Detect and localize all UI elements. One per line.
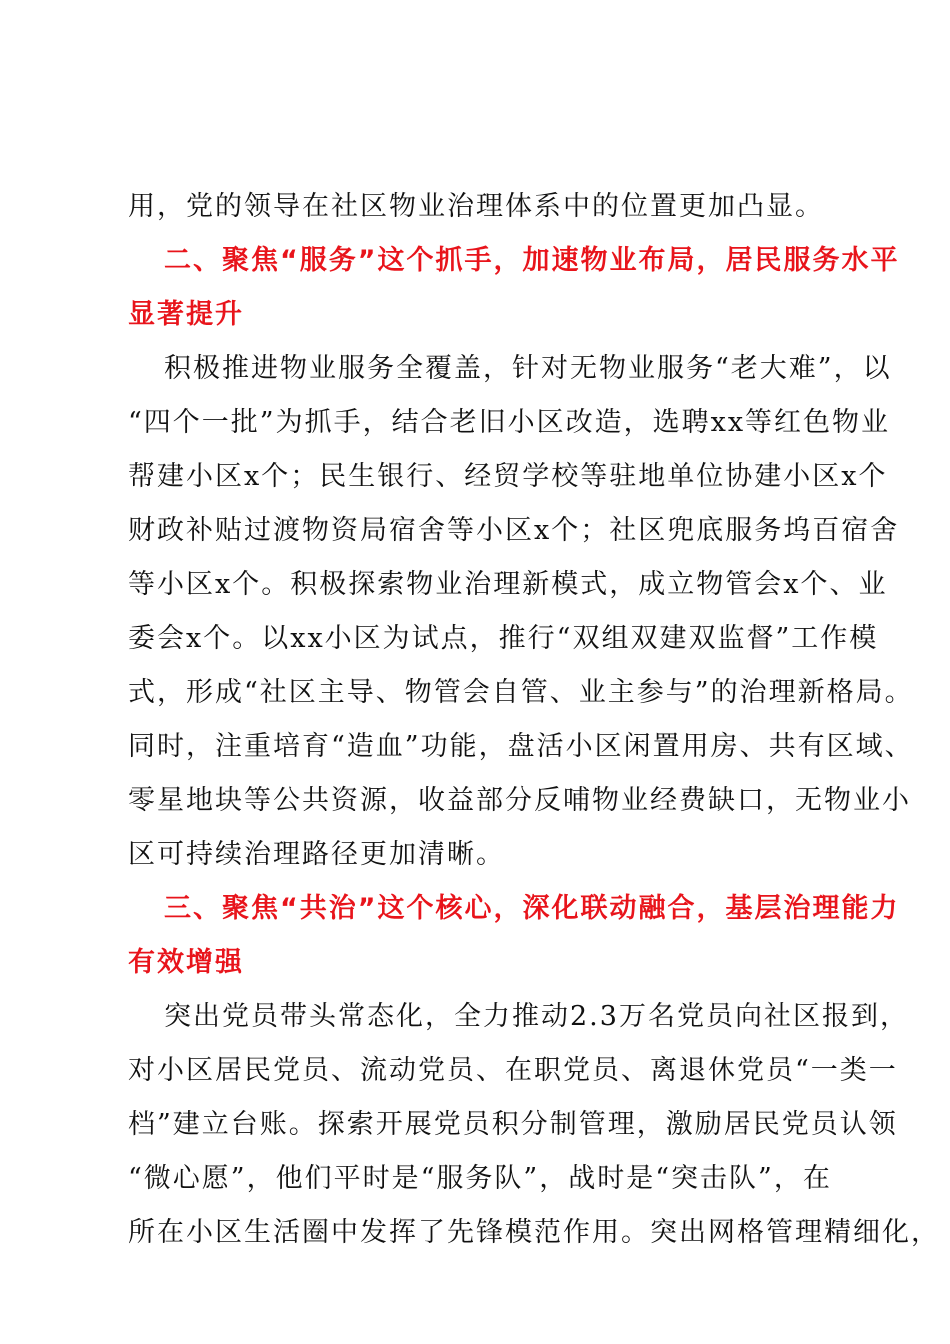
text-line: “微心愿”，他们平时是“服务队”，战时是“突击队”，在 <box>128 1163 832 1194</box>
text-line: 档”建立台账。探索开展党员积分制管理，激励居民党员认领 <box>128 1109 898 1140</box>
text-line: 零星地块等公共资源，收益部分反哺物业经费缺口，无物业小 <box>128 785 911 816</box>
text-line: 委会x个。以xx小区为试点，推行“双组双建双监督”工作模 <box>128 623 879 654</box>
text-line: 对小区居民党员、流动党员、在职党员、离退休党员“一类一 <box>128 1055 898 1086</box>
section-heading-three <box>128 882 900 990</box>
paragraph-intro-tail <box>128 180 832 234</box>
heading-line: 有效增强 <box>128 947 244 978</box>
text-line: 积极推进物业服务全覆盖，针对无物业服务“老大难”，以 <box>164 353 892 384</box>
text-line: “四个一批”为抓手，结合老旧小区改造，选聘xx等红色物业 <box>128 407 891 438</box>
paragraph-service <box>128 342 914 882</box>
text-line: 用，党的领导在社区物业治理体系中的位置更加凸显。 <box>128 191 824 222</box>
text-line: 等小区x个。积极探索物业治理新模式，成立物管会x个、业 <box>128 569 888 600</box>
heading-line: 显著提升 <box>128 299 244 330</box>
text-line: 财政补贴过渡物资局宿舍等小区x个；社区兜底服务坞百宿舍 <box>128 515 900 546</box>
text-line: 同时，注重培育“造血”功能，盘活小区闲置用房、共有区域、 <box>128 731 914 762</box>
heading-line: 二、聚焦“服务”这个抓手，加速物业布局，居民服务水平 <box>164 245 900 276</box>
text-line: 帮建小区x个；民生银行、经贸学校等驻地单位协建小区x个 <box>128 461 888 492</box>
text-line: 突出党员带头常态化，全力推动2.3万名党员向社区报到， <box>164 1001 909 1032</box>
text-line: 式，形成“社区主导、物管会自管、业主参与”的治理新格局。 <box>128 677 914 708</box>
text-line: 所在小区生活圈中发挥了先锋模范作用。突出网格管理精细化， <box>128 1217 940 1248</box>
section-heading-two <box>128 234 900 342</box>
heading-line: 三、聚焦“共治”这个核心，深化联动融合，基层治理能力 <box>164 893 900 924</box>
paragraph-cogovernance <box>128 990 940 1260</box>
document-body <box>128 180 940 1260</box>
text-line: 区可持续治理路径更加清晰。 <box>128 839 505 870</box>
